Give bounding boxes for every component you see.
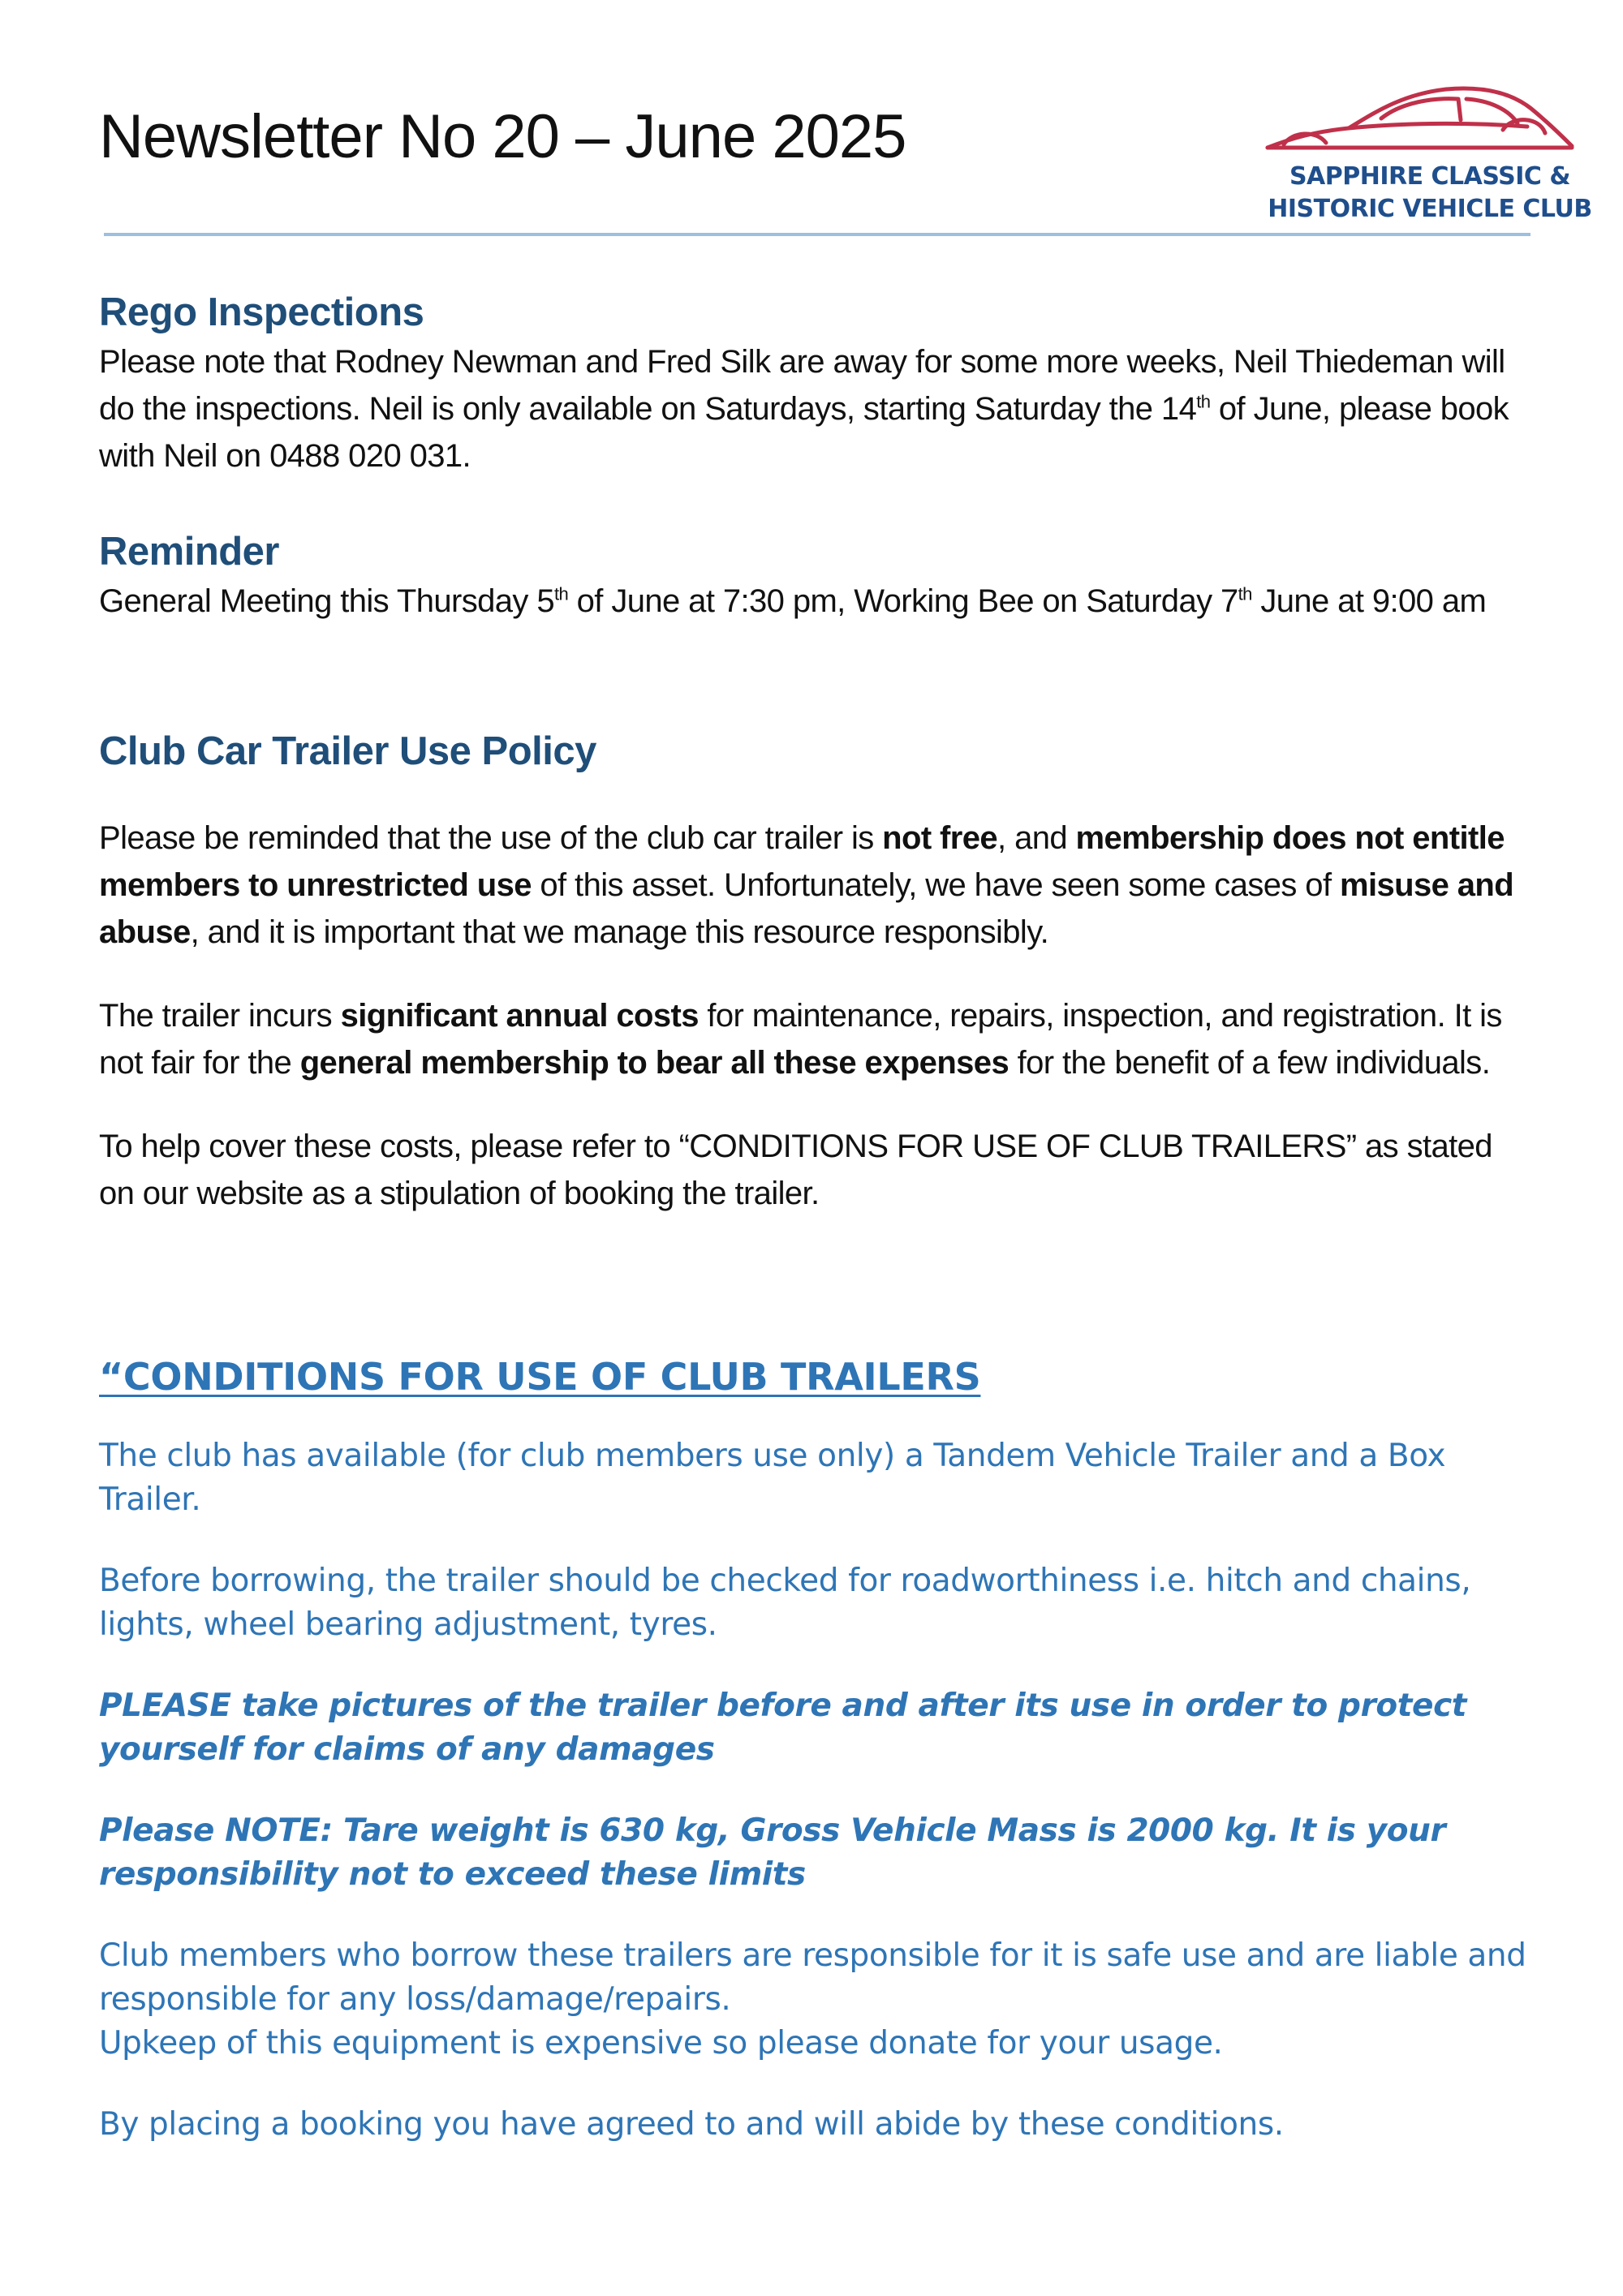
conditions-heading: “CONDITIONS FOR USE OF CLUB TRAILERS — [99, 1355, 981, 1399]
condition-agreement: By placing a booking you have agreed to and will abide by these conditions. — [99, 2106, 1284, 2143]
policy-paragraph-1 — [99, 815, 1535, 956]
policy-paragraph-2 — [99, 992, 1535, 1086]
policy-p2-b: significant annual costs — [340, 998, 699, 1034]
club-name-line1: SAPPHIRE CLASSIC & — [1289, 162, 1571, 191]
policy-p2-d: general membership to bear all these expenses — [299, 1045, 1010, 1081]
conditions-section — [99, 1355, 1535, 2147]
rego-text — [99, 338, 1535, 479]
rego-text-end: of June, please book with Neil on 0488 020 031. — [99, 391, 1509, 474]
club-name — [1268, 161, 1592, 226]
reminder-section — [99, 529, 1535, 625]
policy-section — [99, 729, 1535, 1217]
policy-p1-c: , and — [997, 820, 1076, 856]
policy-p2-e: for the benefit of a few individuals. — [1009, 1045, 1491, 1081]
rego-sup: th — [1196, 391, 1211, 412]
rego-text-main: Please note that Rodney Newman and Fred Silk are away for some more weeks, Neil Thiedeman will do the inspections. Neil is only available on Saturdays, starting Saturday the 14 — [99, 344, 1505, 427]
reminder-text — [99, 578, 1535, 625]
rego-section — [99, 290, 1535, 479]
reminder-part-a: General Meeting this Thursday 5 — [99, 583, 554, 619]
policy-p1-f: misuse and abuse — [99, 867, 1514, 950]
rego-heading: Rego Inspections — [99, 290, 424, 334]
condition-responsibility: Club members who borrow these trailers are responsible for it is safe use and are liable and responsible for any loss/damage/repairs. — [99, 1937, 1526, 2018]
condition-donate: Upkeep of this equipment is expensive so please donate for your usage. — [99, 2025, 1223, 2062]
policy-p1-d: membership does not entitle members to unrestricted use — [99, 820, 1505, 903]
policy-p1-e: of this asset. Unfortunately, we have seen some cases of — [531, 867, 1340, 903]
policy-heading: Club Car Trailer Use Policy — [99, 729, 596, 773]
reminder-sup-a: th — [553, 583, 569, 604]
policy-p1-a: Please be reminded that the use of the club car trailer is — [99, 820, 883, 856]
reminder-heading: Reminder — [99, 530, 280, 574]
policy-p1-b: not free — [882, 820, 998, 856]
policy-p2-a: The trailer incurs — [99, 998, 341, 1034]
reminder-sup-b: th — [1238, 583, 1252, 604]
condition-weight-limits: Please NOTE: Tare weight is 630 kg, Gross Vehicle Mass is 2000 kg. It is your responsibility not to exceed these limits — [99, 1812, 1446, 1893]
club-logo — [1154, 81, 1592, 227]
policy-p2-c: for maintenance, repairs, inspection, and registration. It is not fair for the — [99, 998, 1502, 1081]
reminder-part-b: of June at 7:30 pm, Working Bee on Saturday 7 — [568, 583, 1238, 619]
page-title: Newsletter No 20 – June 2025 — [99, 102, 906, 171]
classic-car-icon — [1259, 81, 1584, 162]
condition-pictures: PLEASE take pictures of the trailer before and after its use in order to protect yourself for claims of any damages — [99, 1688, 1467, 1768]
condition-roadworthiness: Before borrowing, the trailer should be checked for roadworthiness i.e. hitch and chains, lights, wheel bearing adjustment, tyres. — [99, 1563, 1471, 1643]
policy-paragraph-3: To help cover these costs, please refer to “CONDITIONS FOR USE OF CLUB TRAILERS” as stated on our website as a stipulation of booking the trailer. — [99, 1129, 1492, 1211]
header-divider — [104, 233, 1530, 236]
club-name-line2: HISTORIC VEHICLE CLUB — [1268, 195, 1592, 223]
condition-availability: The club has available (for club members use only) a Tandem Vehicle Trailer and a Box Trailer. — [99, 1438, 1446, 1518]
reminder-part-c: June at 9:00 am — [1251, 583, 1487, 619]
policy-p1-g: , and it is important that we manage this resource responsibly. — [190, 914, 1049, 950]
